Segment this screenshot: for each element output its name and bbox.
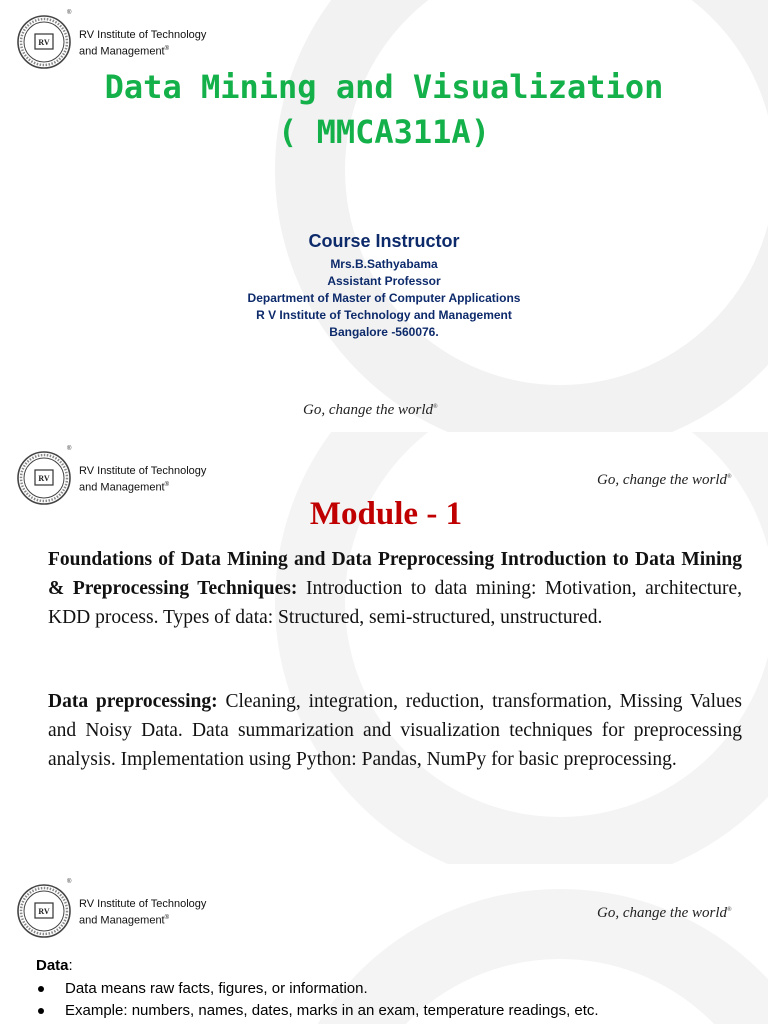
svg-text:RV: RV	[38, 38, 50, 47]
bullet-icon	[38, 986, 44, 992]
svg-text:RV: RV	[38, 907, 50, 916]
instructor-department: Department of Master of Computer Applications	[247, 291, 521, 305]
instructor-institute: R V Institute of Technology and Management	[256, 308, 512, 322]
tagline: Go, change the world®	[597, 905, 732, 921]
rv-college-seal-icon	[16, 14, 72, 70]
bullet-icon	[38, 1008, 44, 1014]
data-definition-slide	[0, 864, 768, 1024]
institute-name	[79, 897, 206, 928]
instructor-city: Bangalore -560076.	[329, 325, 439, 339]
instructor-name: Mrs.B.Sathyabama	[330, 257, 438, 271]
list-item: Example: numbers, names, dates, marks in an exam, temperature readings, etc.	[38, 1000, 599, 1022]
paragraph-body: Cleaning, integration, reduction, transformation, Missing Values and Noisy Data. Data summarization and visualization techniques for preprocessing analysis. Implementation using Python: Pandas, NumPy for basic preprocessing.	[48, 691, 742, 770]
svg-text:RV: RV	[38, 474, 50, 483]
institute-name	[79, 464, 206, 495]
module-description-paragraph	[48, 545, 742, 632]
institute-name	[79, 28, 206, 59]
course-title: Data Mining and Visualization	[104, 68, 664, 106]
institute-name-line2: and Management®	[79, 481, 170, 494]
preprocessing-paragraph	[48, 687, 742, 774]
institute-name-line2: and Management®	[79, 45, 170, 58]
institute-name-line2: and Management®	[79, 914, 170, 927]
institute-name-line1: RV Institute of Technology	[79, 465, 207, 477]
institute-logo	[16, 10, 236, 74]
data-heading: Data:	[36, 957, 73, 974]
tagline: Go, change the world®	[303, 402, 438, 418]
title-slide	[0, 0, 768, 432]
registered-mark: ®	[67, 446, 72, 452]
instructor-details	[0, 256, 768, 341]
course-code: ( MMCA311A)	[278, 113, 490, 151]
paragraph-bold-lead: Foundations of Data Mining and Data Preprocessing Introduction to Data Mining & Preprocessing Techniques:	[48, 549, 742, 599]
list-item: Data means raw facts, figures, or information.	[38, 978, 599, 1000]
module-slide	[0, 432, 768, 864]
institute-name-line1: RV Institute of Technology	[79, 29, 207, 41]
registered-mark: ®	[67, 10, 72, 16]
paragraph-body: Introduction to data mining: Motivation, architecture, KDD process. Types of data: Structured, semi-structured, unstructured.	[48, 578, 742, 628]
registered-mark: ®	[67, 879, 72, 885]
rv-college-seal-icon	[16, 883, 72, 939]
module-title: Module - 1	[309, 496, 463, 532]
institute-name-line1: RV Institute of Technology	[79, 898, 207, 910]
paragraph-bold-lead: Data preprocessing:	[48, 691, 218, 712]
data-definition-list	[38, 978, 599, 1022]
instructor-heading: Course Instructor	[308, 231, 460, 251]
instructor-designation: Assistant Professor	[327, 274, 441, 288]
institute-logo	[16, 879, 236, 943]
tagline: Go, change the world®	[597, 472, 732, 488]
